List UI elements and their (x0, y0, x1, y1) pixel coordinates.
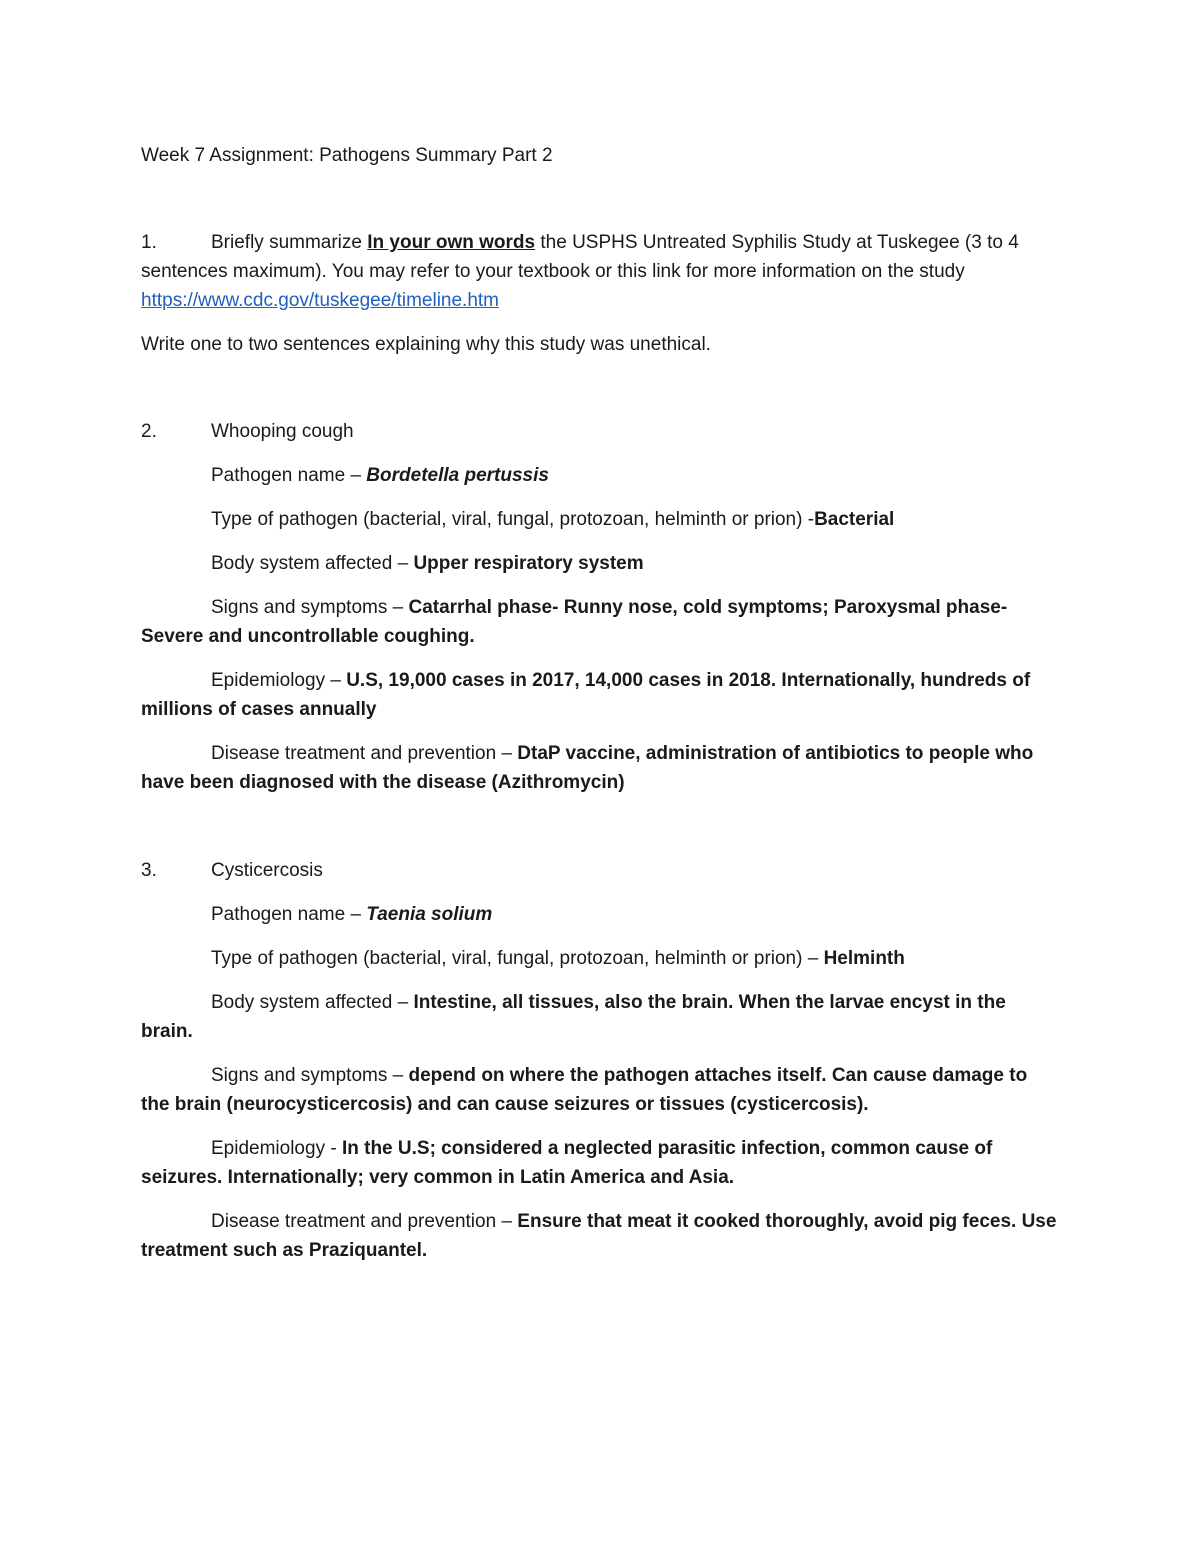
q2-signs-label: Signs and symptoms – (211, 597, 409, 618)
q1-text-after: the USPHS Untreated Syphilis Study at Tuskegee (3 to 4 sentences maximum). You may refer to your textbook or this link for more information on the study (141, 232, 1019, 282)
q2-treat-value: DtaP vaccine, administration of antibiotics to people who have been diagnosed with the disease (Azithromycin) (141, 743, 1034, 793)
q3-pathogen-label: Pathogen name – (211, 904, 367, 925)
q1-number: 1. (141, 232, 157, 253)
q2-treat-label: Disease treatment and prevention – (211, 743, 518, 764)
q1-followup: Write one to two sentences explaining why this study was unethical. (141, 334, 711, 355)
q2-pathogen-row (141, 461, 1060, 490)
q3-type-label: Type of pathogen (bacterial, viral, fungal, protozoan, helminth or prion) – (211, 948, 824, 969)
q3-treat-row (141, 1207, 1060, 1265)
q2-signs-row (141, 593, 1060, 651)
q3-treat-value: Ensure that meat it cooked thoroughly, avoid pig feces. Use treatment such as Praziquantel. (141, 1211, 1057, 1261)
q3-epi-value: In the U.S; considered a neglected parasitic infection, common cause of seizures. Internationally; very common in Latin America and Asia. (141, 1138, 993, 1188)
q2-type-row (141, 505, 1060, 534)
q2-pathogen-value: Bordetella pertussis (366, 465, 549, 486)
q3-type-row (141, 944, 1060, 973)
q3-signs-label: Signs and symptoms – (211, 1065, 409, 1086)
q2-signs-value: Catarrhal phase- Runny nose, cold symptoms; Paroxysmal phase- Severe and uncontrollable coughing. (141, 597, 1008, 647)
q3-treat-label: Disease treatment and prevention – (211, 1211, 518, 1232)
q2-type-label: Type of pathogen (bacterial, viral, fungal, protozoan, helminth or prion) - (211, 509, 815, 530)
q2-epi-row (141, 666, 1060, 724)
q3-pathogen-row (141, 900, 1060, 929)
q3-heading (141, 856, 1060, 885)
document-title: Week 7 Assignment: Pathogens Summary Part 2 (141, 145, 553, 166)
q1-text-before: Briefly summarize (211, 232, 368, 253)
q2-heading (141, 417, 1060, 446)
q2-number: 2. (141, 421, 157, 442)
q3-epi-label: Epidemiology - (211, 1138, 342, 1159)
q3-type-value: Helminth (823, 948, 905, 969)
q1-emphasis: In your own words (367, 232, 536, 253)
q2-disease: Whooping cough (211, 421, 354, 442)
cdc-timeline-link[interactable]: https://www.cdc.gov/tuskegee/timeline.htm (141, 290, 499, 311)
q3-body-value: Intestine, all tissues, also the brain. When the larvae encyst in the brain. (141, 992, 1006, 1042)
q2-body-value: Upper respiratory system (413, 553, 644, 574)
q3-signs-value: depend on where the pathogen attaches itself. Can cause damage to the brain (neurocysticercosis) and can cause seizures or tissues (cysticercosis). (141, 1065, 1028, 1115)
q1-prompt (141, 228, 1060, 315)
q2-pathogen-label: Pathogen name – (211, 465, 367, 486)
q3-epi-row (141, 1134, 1060, 1192)
q3-disease: Cysticercosis (211, 860, 323, 881)
q3-number: 3. (141, 860, 157, 881)
q2-epi-value: U.S, 19,000 cases in 2017, 14,000 cases in 2018. Internationally, hundreds of millions of cases annually (141, 670, 1031, 720)
q2-body-label: Body system affected – (211, 553, 414, 574)
q3-body-row (141, 988, 1060, 1046)
q2-epi-label: Epidemiology – (211, 670, 347, 691)
q3-pathogen-value: Taenia solium (366, 904, 493, 925)
q3-body-label: Body system affected – (211, 992, 414, 1013)
q2-body-row (141, 549, 1060, 578)
q3-signs-row (141, 1061, 1060, 1119)
q2-treat-row (141, 739, 1060, 797)
q2-type-value: Bacterial (814, 509, 895, 530)
